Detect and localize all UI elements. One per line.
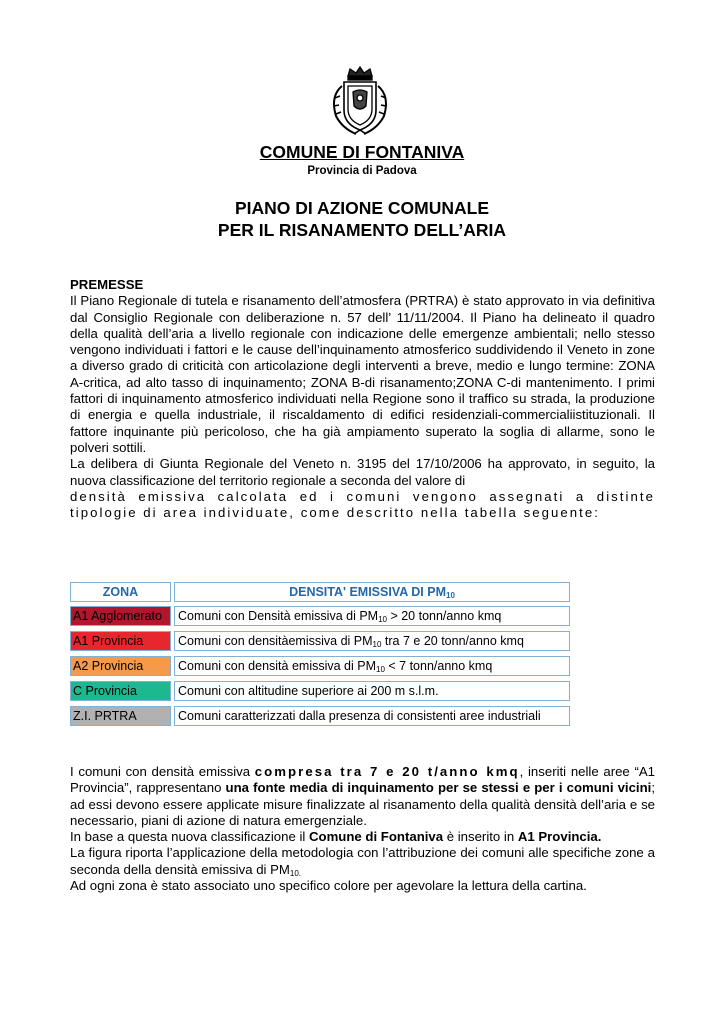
zone-description: Comuni con Densità emissiva di $PM_{10} > 20$ tonn/anno kmq — [174, 606, 570, 626]
premesse-section — [70, 277, 655, 521]
zone-description: Comuni caratterizzati dalla presenza di consistenti aree industriali — [174, 706, 570, 726]
zone-description: Comuni con densitàemissiva di $PM_{10}$ tra 7 e 20 tonn/anno kmq — [174, 631, 570, 651]
density-paragraph: I comuni con densità emissiva compresa tra 7 e 20 t/anno kmq, inseriti nelle aree “A1 Provincia”, rappresentano una fonte media di inquinamento per se stessi e per i comuni vicini; ad essi devono essere applicate misure finalizzate al risanamento della qualità densità dell’aria e se necessario, piani di azione di natura emergenziale. — [70, 764, 655, 828]
municipality-name: COMUNE DI FONTANIVA — [259, 142, 465, 162]
zone-label: A2 Provincia — [70, 656, 171, 676]
figure-paragraph: La figura riporta l’applicazione della metodologia con l’attribuzione dei comuni alle specifiche zone a seconda della densità emissiva di $PM_{10.}$ — [70, 845, 655, 878]
document-title-line2: PER IL RISANAMENTO DELL’ARIA — [217, 220, 507, 240]
table-header-zona: ZONA — [70, 582, 171, 602]
premesse-paragraph-2b: densità emissiva calcolata ed i comuni vengono assegnati a distinte tipologie di area individuate, come descritto nella tabella seguente: — [70, 488, 655, 521]
zone-description: Comuni con altitudine superiore ai 200 m s.l.m. — [174, 681, 570, 701]
classification-section — [70, 764, 655, 894]
premesse-paragraph-1: Il Piano Regionale di tutela e risanamento dell’atmosfera (PRTRA) è stato approvato in via definitiva dal Consiglio Regionale con deliberazione n. 57 dell’ 11/11/2004. Il Piano ha delineato il quadro della qualità dell’aria a livello regionale con indicazione delle emergenze ambientali; nello stesso vengono individuati i fattori e le cause dell’inquinamento atmosferico suddividendo il Veneto in zone a diverso grado di criticità con articolazione degli interventi a breve, medio e lungo termine: ZONA A-critica, ad alto tasso di inquinamento; ZONA B-di risanamento;ZONA C-di mantenimento. I primi fattori di inquinamento atmosferico individuati nella Regione sono il traffico su strada, la produzione di energia e quella industriale, il riscaldamento di edifici residenziali-commercialiistituzionali. Il fattore inquinante più pericoloso, che ha già ampiamento superato la soglia di allarme, sono le polveri sottili. — [70, 293, 655, 455]
province-name: Provincia di Padova — [307, 165, 417, 177]
zone-label: Z.I. PRTRA — [70, 706, 171, 726]
zone-label: C Provincia — [70, 681, 171, 701]
document-title-line1: PIANO DI AZIONE COMUNALE — [234, 198, 490, 218]
premesse-heading: PREMESSE — [70, 277, 144, 292]
zone-description: Comuni con densità emissiva di $PM_{10} < 7$ tonn/anno kmq — [174, 656, 570, 676]
color-paragraph: Ad ogni zona è stato associato uno specifico colore per agevolare la lettura della cartina. — [70, 878, 587, 894]
zone-label: A1 Agglomerato — [70, 606, 171, 626]
table-header-density: DENSITA' EMISSIVA DI $PM_{10}$ — [174, 582, 570, 602]
premesse-paragraph-2a: La delibera di Giunta Regionale del Veneto n. 3195 del 17/10/2006 ha approvato, in seguito, la nuova classificazione del territorio regionale a seconda del valore di — [70, 456, 655, 488]
fontaniva-paragraph: In base a questa nuova classificazione il Comune di Fontaniva è inserito in A1 Provincia. — [70, 829, 602, 845]
coat-of-arms-icon — [326, 66, 394, 138]
zone-label: A1 Provincia — [70, 631, 171, 651]
